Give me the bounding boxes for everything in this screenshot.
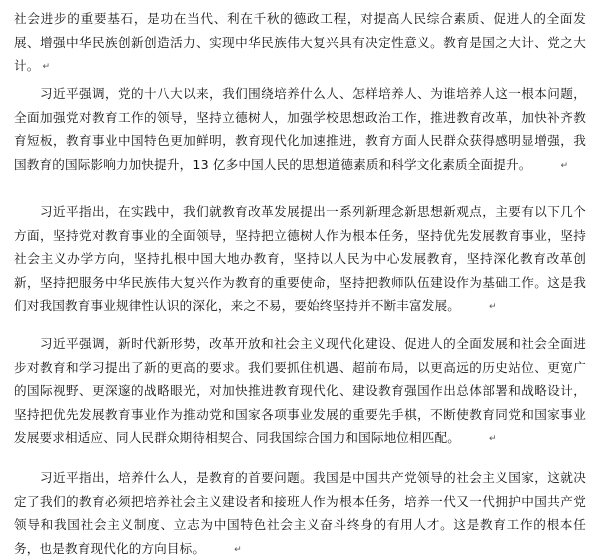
paragraph-mark-icon: ↵ <box>560 160 569 171</box>
paragraph-2 <box>14 82 586 178</box>
paragraph-3 <box>14 200 586 320</box>
paragraph-mark-icon: ↵ <box>42 62 51 73</box>
paragraph-text: 习近平指出，在实践中，我们就教育改革发展提出一系列新理念新思想新观点，主要有以下几个方面，坚持党对教育事业的全面领导，坚持把立德树人作为根本任务，坚持优先发展教育事业，坚持社会主义办学方向，坚持扎根中国大地办教育，坚持以人民为中心发展教育，坚持深化教育改革创新，坚持把服务中华民族伟大复兴作为教育的重要使命，坚持把教师队伍建设作为基础工作。这是我们对我国教育事业规律性认识的深化，来之不易，要始终坚持并不断丰富发展。 <box>14 204 586 314</box>
paragraph-mark-icon: ↵ <box>489 434 497 445</box>
paragraph-5 <box>14 466 586 558</box>
paragraph-mark-icon: ↵ <box>489 302 497 313</box>
paragraph-text: 习近平指出，培养什么人，是教育的首要问题。我国是中国共产党领导的社会主义国家，这就决定了我们的教育必须把培养社会主义建设者和接班人作为根本任务，培养一代又一代拥护中国共产党领导和我国社会主义制度、立志为中国特色社会主义奋斗终身的有用人才。这是教育工作的根本任务，也是教育现代化的方向目标。 <box>14 470 586 556</box>
paragraph-text: 习近平强调，党的十八大以来，我们围绕培养什么人、怎样培养人、为谁培养人这一根本问题，全面加强党对教育工作的领导，坚持立德树人，加强学校思想政治工作，推进教育改革，加快补齐教育短板，教育事业中国特色更加鲜明，教育现代化加速推进，教育方面人民群众获得感明显增强，我国教育的国际影响力加快提升，13 亿多中国人民的思想道德素质和科学文化素质全面提升。 <box>14 86 586 172</box>
paragraph-4 <box>14 332 586 452</box>
paragraph-text: 习近平强调，新时代新形势，改革开放和社会主义现代化建设、促进人的全面发展和社会全面进步对教育和学习提出了新的更高的要求。我们要抓住机遇、超前布局，以更高远的历史站位、更宽广的国际视野、更深邃的战略眼光，对加快推进教育现代化、建设教育强国作出总体部署和战略设计，坚持把优先发展教育事业作为推动党和国家各项事业发展的重要先手棋，不断使教育同党和国家事业发展要求相适应、同人民群众期待相契合、同我国综合国力和国际地位相匹配。 <box>14 336 586 446</box>
paragraph-text: 社会进步的重要基石，是功在当代、利在千秋的德政工程，对提高人民综合素质、促进人的全面发展、增强中华民族创新创造活力、实现中华民族伟大复兴具有决定性意义。教育是国之大计、党之大计。 <box>14 11 586 74</box>
paragraph-mark-icon: ↵ <box>234 544 242 555</box>
paragraph-1 <box>14 7 586 80</box>
